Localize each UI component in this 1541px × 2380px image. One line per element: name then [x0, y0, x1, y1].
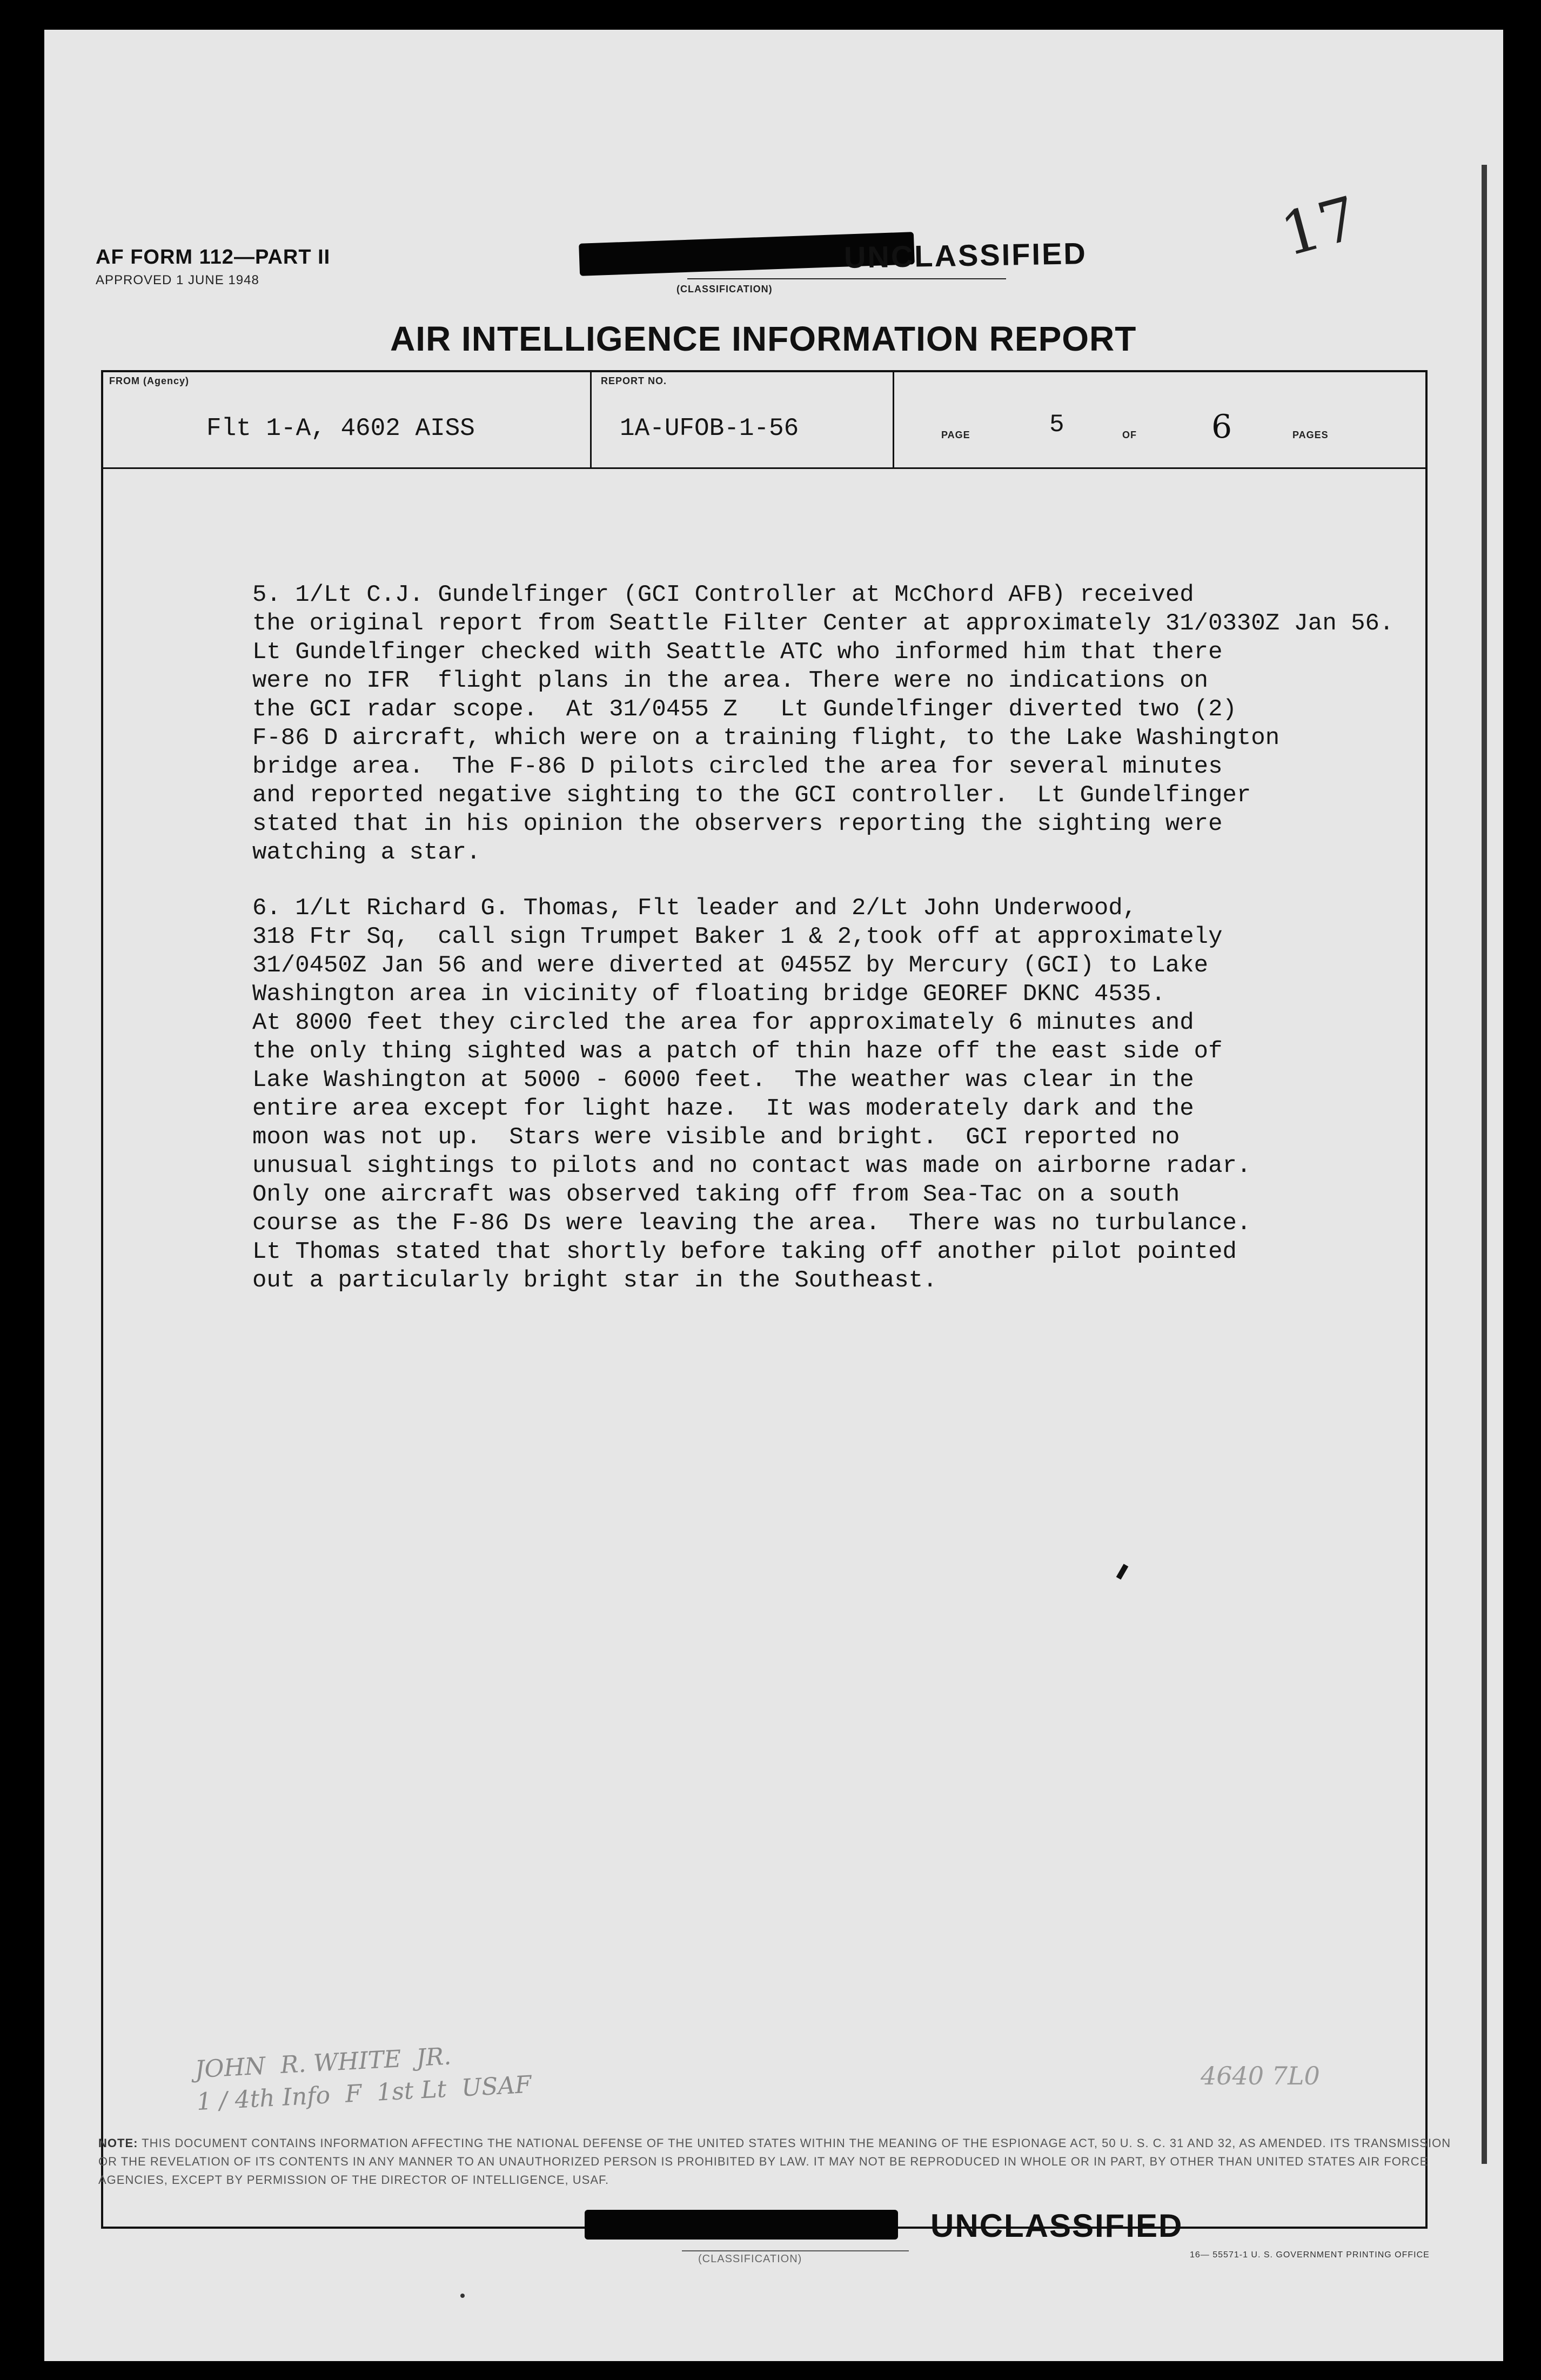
from-value: Flt 1-A, 4602 AISS — [206, 414, 475, 443]
report-number-label: REPORT NO. — [601, 376, 667, 386]
report-number-value: 1A-UFOB-1-56 — [620, 414, 799, 443]
security-note — [98, 2134, 1460, 2189]
classification-line-top — [687, 278, 1006, 279]
header-column-divider — [893, 370, 894, 468]
signature-block: JOHN R. WHITE JR. 1 / 4th Info F 1st Lt USAF — [194, 2042, 532, 2116]
form-id: AF FORM 112—PART II — [96, 246, 331, 269]
redaction-bar-bottom — [585, 2210, 898, 2240]
paragraph-5: 5. 1/Lt C.J. Gundelfinger (GCI Controller at McChord AFB) received the original report from Seattle Filter Center at approximately 31/0330Z Jan 56. Lt Gundelfinger checked with Seattle ATC who informed him that there were no IFR flight plans in the area. There were no indications on the GCI radar scope. At 31/0455 Z Lt Gundelfinger diverted two (2) F-86 D aircraft, which were on a training flight, to the Lake Washington bridge area. The F-86 D pilots circled the area for several minutes and reported negative sighting to the GCI controller. Lt Gundelfinger stated that in his opinion the observers reporting the sighting were watching a star. — [252, 581, 1394, 866]
report-page — [44, 30, 1503, 2361]
pages-label: PAGES — [1292, 430, 1329, 440]
report-title: AIR INTELLIGENCE INFORMATION REPORT — [390, 319, 1137, 358]
classification-bottom: UNCLASSIFIED — [930, 2208, 1183, 2244]
header-row-divider — [101, 467, 1428, 469]
faded-stamp: 4640 7L0 — [1201, 2061, 1320, 2090]
classification-top: UNCLASSIFIED — [843, 236, 1088, 274]
classification-caption-top: (CLASSIFICATION) — [676, 284, 773, 294]
from-label: FROM (Agency) — [109, 376, 189, 386]
stray-dot — [460, 2294, 465, 2298]
classification-caption-bottom: (CLASSIFICATION) — [698, 2253, 802, 2265]
header-column-divider — [590, 370, 592, 468]
approval-date: APPROVED 1 JUNE 1948 — [96, 273, 259, 287]
total-pages: 6 — [1211, 408, 1232, 446]
handwritten-margin-mark: 17 — [1274, 183, 1365, 270]
classification-line-bottom — [682, 2250, 909, 2251]
paragraph-6: 6. 1/Lt Richard G. Thomas, Flt leader and 2/Lt John Underwood, 318 Ftr Sq, call sign Trumpet Baker 1 & 2,took off at approximately 31/0450Z Jan 56 and were diverted at 0455Z by Mercury (GCI) to Lake Washington area in vicinity of floating bridge GEOREF DKNC 4535. At 8000 feet they circled the area for approximately 6 minutes and the only thing sighted was a patch of thin haze off the east side of Lake Washington at 5000 - 6000 feet. The weather was clear in the entire area except for light haze. It was moderately dark and the moon was not up. Stars were visible and bright. GCI reported no unusual sightings to pilots and no contact was made on airborne radar. Only one aircraft was observed taking off from Sea-Tac on a south course as the F-86 Ds were leaving the area. There was no turbulance. Lt Thomas stated that shortly before taking off another pilot pointed out a particularly bright star in the Southeast. — [252, 895, 1251, 1294]
note-text: THIS DOCUMENT CONTAINS INFORMATION AFFECTING THE NATIONAL DEFENSE OF THE UNITED STATES WITHIN THE MEANING OF THE ESPIONAGE ACT, 50 U. S. C. 31 AND 32, AS AMENDED. ITS TRANSMISSION OR THE REVELATION OF ITS CONTENTS IN ANY MANNER TO AN UNAUTHORIZED PERSON IS PROHIBITED BY LAW. IT MAY NOT BE REPRODUCED IN WHOLE OR IN PART, BY OTHER THAN UNITED STATES AIR FORCE AGENCIES, EXCEPT BY PERMISSION OF THE DIRECTOR OF INTELLIGENCE, USAF. — [98, 2136, 1451, 2187]
of-label: OF — [1122, 430, 1137, 440]
printing-office-line: 16— 55571-1 U. S. GOVERNMENT PRINTING OFFICE — [1190, 2250, 1430, 2260]
page-number: 5 — [1049, 411, 1064, 439]
page-label: PAGE — [941, 430, 970, 440]
note-label: NOTE: — [98, 2136, 138, 2150]
page-edge-shadow — [1482, 165, 1487, 2164]
